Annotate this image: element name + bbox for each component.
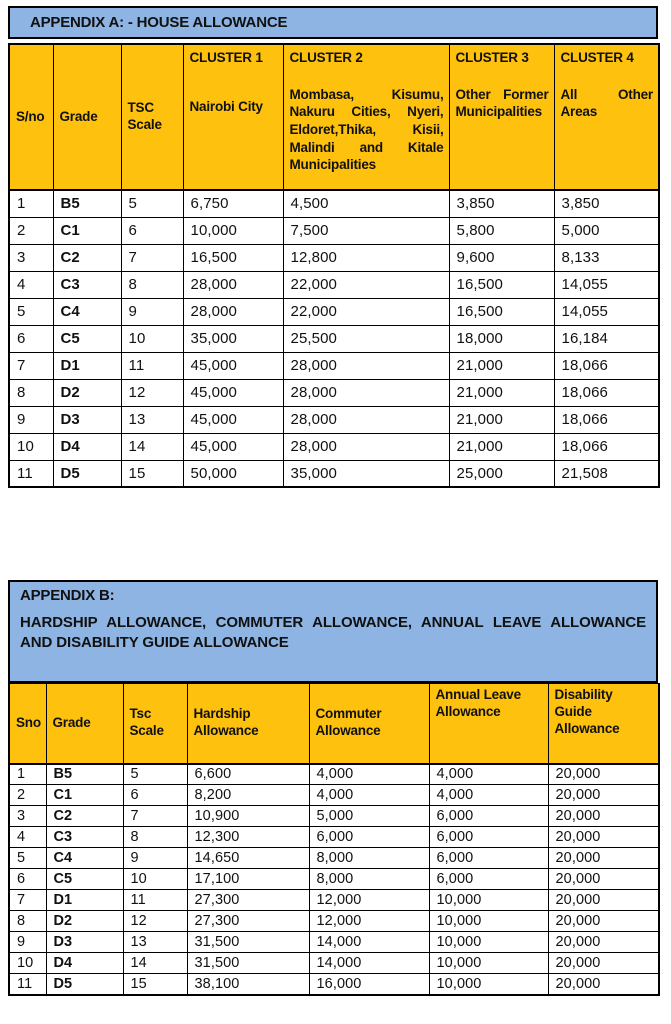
cluster4-title: CLUSTER 4 <box>560 50 634 65</box>
cell-commuter: 14,000 <box>309 932 429 953</box>
cell-sno: 3 <box>9 806 46 827</box>
cell-tsc-scale: 14 <box>123 953 187 974</box>
cell-hardship: 6,600 <box>187 764 309 785</box>
cell-tsc-scale: 7 <box>123 806 187 827</box>
cell-tsc-scale: 15 <box>123 974 187 995</box>
cell-cluster4: 18,066 <box>554 433 659 460</box>
header-hardship <box>187 684 309 764</box>
cell-cluster4: 18,066 <box>554 352 659 379</box>
other-allowances-table-header <box>9 684 659 764</box>
table-row <box>9 932 659 953</box>
cell-cluster4: 18,066 <box>554 406 659 433</box>
cell-annual-leave: 4,000 <box>429 764 548 785</box>
cell-sno: 7 <box>9 352 53 379</box>
header-grade: Grade <box>53 44 121 190</box>
cell-cluster1: 28,000 <box>183 298 283 325</box>
cell-grade: D4 <box>46 953 123 974</box>
cell-annual-leave: 10,000 <box>429 974 548 995</box>
cell-cluster3: 9,600 <box>449 244 554 271</box>
cell-tsc-scale: 5 <box>123 764 187 785</box>
header-sno: S/no <box>9 44 53 190</box>
cell-annual-leave: 4,000 <box>429 785 548 806</box>
cell-tsc-scale: 6 <box>123 785 187 806</box>
cell-annual-leave: 10,000 <box>429 953 548 974</box>
table-row <box>9 827 659 848</box>
cell-grade: C4 <box>53 298 121 325</box>
disability-label: Disability Guide Allowance <box>554 687 620 736</box>
other-allowances-table <box>8 683 660 996</box>
cell-cluster3: 5,800 <box>449 217 554 244</box>
cell-commuter: 4,000 <box>309 764 429 785</box>
table-row <box>9 271 659 298</box>
cluster3-title: CLUSTER 3 <box>455 50 529 65</box>
cell-tsc-scale: 15 <box>121 460 183 487</box>
cell-commuter: 16,000 <box>309 974 429 995</box>
appendix-b-title-band <box>8 580 658 683</box>
header-grade: Grade <box>46 684 123 764</box>
cell-tsc-scale: 6 <box>121 217 183 244</box>
cell-tsc-scale: 11 <box>121 352 183 379</box>
table-row <box>9 244 659 271</box>
cell-tsc-scale: 10 <box>121 325 183 352</box>
cell-tsc-scale: 14 <box>121 433 183 460</box>
cell-disability: 20,000 <box>548 848 659 869</box>
cell-tsc-scale: 10 <box>123 869 187 890</box>
cell-cluster1: 50,000 <box>183 460 283 487</box>
cell-sno: 11 <box>9 974 46 995</box>
cell-tsc-scale: 5 <box>121 190 183 217</box>
header-tsc-scale <box>123 684 187 764</box>
cell-cluster3: 16,500 <box>449 271 554 298</box>
cell-grade: C4 <box>46 848 123 869</box>
cell-cluster3: 25,000 <box>449 460 554 487</box>
cell-cluster3: 21,000 <box>449 379 554 406</box>
cell-tsc-scale: 8 <box>123 827 187 848</box>
cell-grade: B5 <box>53 190 121 217</box>
cell-cluster4: 14,055 <box>554 298 659 325</box>
cell-cluster4: 16,184 <box>554 325 659 352</box>
cell-commuter: 5,000 <box>309 806 429 827</box>
cell-commuter: 4,000 <box>309 785 429 806</box>
cell-cluster2: 4,500 <box>283 190 449 217</box>
cell-annual-leave: 10,000 <box>429 932 548 953</box>
cell-sno: 2 <box>9 217 53 244</box>
table-row <box>9 298 659 325</box>
annual-leave-label: Annual Leave Allowance <box>435 687 521 719</box>
cell-annual-leave: 6,000 <box>429 848 548 869</box>
cell-grade: B5 <box>46 764 123 785</box>
cell-cluster1: 6,750 <box>183 190 283 217</box>
cell-commuter: 8,000 <box>309 869 429 890</box>
table-row <box>9 974 659 995</box>
table-row <box>9 764 659 785</box>
cell-cluster2: 28,000 <box>283 379 449 406</box>
cell-sno: 4 <box>9 827 46 848</box>
cell-disability: 20,000 <box>548 806 659 827</box>
cell-disability: 20,000 <box>548 953 659 974</box>
cell-sno: 7 <box>9 890 46 911</box>
cell-grade: D3 <box>53 406 121 433</box>
header-annual-leave <box>429 684 548 764</box>
cell-cluster1: 35,000 <box>183 325 283 352</box>
cell-sno: 9 <box>9 932 46 953</box>
table-row <box>9 433 659 460</box>
cell-grade: C2 <box>53 244 121 271</box>
cell-grade: D1 <box>46 890 123 911</box>
cluster1-title: CLUSTER 1 <box>189 50 263 65</box>
cell-cluster2: 28,000 <box>283 352 449 379</box>
cell-commuter: 6,000 <box>309 827 429 848</box>
tsc-scale-label: Tsc Scale <box>129 706 164 739</box>
appendix-b-title: APPENDIX B: <box>20 587 115 604</box>
table-row <box>9 890 659 911</box>
cell-annual-leave: 10,000 <box>429 890 548 911</box>
cell-sno: 4 <box>9 271 53 298</box>
cell-disability: 20,000 <box>548 890 659 911</box>
cell-tsc-scale: 11 <box>123 890 187 911</box>
cell-cluster4: 5,000 <box>554 217 659 244</box>
cluster4-subtitle: All Other Areas <box>560 86 653 120</box>
cell-sno: 5 <box>9 298 53 325</box>
cell-cluster1: 45,000 <box>183 433 283 460</box>
cell-cluster2: 28,000 <box>283 406 449 433</box>
cell-grade: D3 <box>46 932 123 953</box>
cell-grade: C1 <box>53 217 121 244</box>
cell-sno: 5 <box>9 848 46 869</box>
cell-cluster1: 45,000 <box>183 352 283 379</box>
table-row <box>9 953 659 974</box>
cell-disability: 20,000 <box>548 827 659 848</box>
cell-sno: 1 <box>9 190 53 217</box>
cell-cluster4: 14,055 <box>554 271 659 298</box>
cell-sno: 11 <box>9 460 53 487</box>
cell-disability: 20,000 <box>548 974 659 995</box>
house-allowance-table <box>8 43 660 488</box>
cluster3-subtitle: Other Former Municipalities <box>455 86 549 120</box>
cell-tsc-scale: 12 <box>123 911 187 932</box>
cell-annual-leave: 10,000 <box>429 911 548 932</box>
appendix-b-subtitle: HARDSHIP ALLOWANCE, COMMUTER ALLOWANCE, ANNUAL LEAVE ALLOWANCE AND DISABILITY GUIDE ALLOWANCE <box>20 614 646 652</box>
cell-cluster2: 35,000 <box>283 460 449 487</box>
cell-disability: 20,000 <box>548 932 659 953</box>
cell-grade: D5 <box>53 460 121 487</box>
header-sno: Sno <box>9 684 46 764</box>
cell-hardship: 27,300 <box>187 911 309 932</box>
cell-tsc-scale: 9 <box>121 298 183 325</box>
cell-cluster1: 45,000 <box>183 406 283 433</box>
table-row <box>9 217 659 244</box>
cell-disability: 20,000 <box>548 764 659 785</box>
cell-sno: 9 <box>9 406 53 433</box>
cell-cluster1: 28,000 <box>183 271 283 298</box>
cell-tsc-scale: 8 <box>121 271 183 298</box>
cell-cluster3: 18,000 <box>449 325 554 352</box>
cell-cluster3: 16,500 <box>449 298 554 325</box>
cell-grade: C1 <box>46 785 123 806</box>
cell-tsc-scale: 13 <box>123 932 187 953</box>
cell-sno: 8 <box>9 379 53 406</box>
cell-disability: 20,000 <box>548 785 659 806</box>
header-commuter <box>309 684 429 764</box>
table-row <box>9 325 659 352</box>
cell-sno: 3 <box>9 244 53 271</box>
header-cluster2 <box>283 44 449 190</box>
cell-grade: D2 <box>53 379 121 406</box>
table-row <box>9 911 659 932</box>
cell-hardship: 10,900 <box>187 806 309 827</box>
cell-cluster2: 28,000 <box>283 433 449 460</box>
header-cluster1 <box>183 44 283 190</box>
hardship-label: Hardship Allowance <box>193 706 259 739</box>
cell-cluster3: 21,000 <box>449 352 554 379</box>
cell-cluster2: 22,000 <box>283 271 449 298</box>
cell-sno: 6 <box>9 325 53 352</box>
cell-hardship: 8,200 <box>187 785 309 806</box>
cell-disability: 20,000 <box>548 911 659 932</box>
table-row <box>9 848 659 869</box>
cell-cluster4: 21,508 <box>554 460 659 487</box>
cell-cluster4: 8,133 <box>554 244 659 271</box>
cell-cluster3: 21,000 <box>449 406 554 433</box>
cell-sno: 6 <box>9 869 46 890</box>
cell-grade: C3 <box>53 271 121 298</box>
cell-annual-leave: 6,000 <box>429 806 548 827</box>
header-cluster4 <box>554 44 659 190</box>
cell-cluster3: 21,000 <box>449 433 554 460</box>
cell-commuter: 8,000 <box>309 848 429 869</box>
cell-grade: C5 <box>53 325 121 352</box>
header-cluster3 <box>449 44 554 190</box>
cell-grade: C5 <box>46 869 123 890</box>
cell-grade: D5 <box>46 974 123 995</box>
cell-grade: D1 <box>53 352 121 379</box>
cell-cluster2: 7,500 <box>283 217 449 244</box>
cell-grade: D4 <box>53 433 121 460</box>
cell-disability: 20,000 <box>548 869 659 890</box>
cell-sno: 10 <box>9 953 46 974</box>
cell-grade: C2 <box>46 806 123 827</box>
cell-commuter: 14,000 <box>309 953 429 974</box>
cell-tsc-scale: 13 <box>121 406 183 433</box>
appendix-a-title: APPENDIX A: - HOUSE ALLOWANCE <box>30 14 288 31</box>
cell-hardship: 14,650 <box>187 848 309 869</box>
table-row <box>9 460 659 487</box>
table-row <box>9 379 659 406</box>
header-disability <box>548 684 659 764</box>
cell-commuter: 12,000 <box>309 911 429 932</box>
cluster1-subtitle: Nairobi City <box>189 98 263 114</box>
cell-cluster4: 18,066 <box>554 379 659 406</box>
house-allowance-table-body <box>9 190 659 487</box>
cell-cluster2: 22,000 <box>283 298 449 325</box>
cell-tsc-scale: 7 <box>121 244 183 271</box>
commuter-label: Commuter Allowance <box>315 706 382 739</box>
cell-cluster1: 10,000 <box>183 217 283 244</box>
table-row <box>9 406 659 433</box>
cell-cluster3: 3,850 <box>449 190 554 217</box>
cell-sno: 1 <box>9 764 46 785</box>
cell-commuter: 12,000 <box>309 890 429 911</box>
cell-grade: C3 <box>46 827 123 848</box>
cell-cluster4: 3,850 <box>554 190 659 217</box>
cell-hardship: 38,100 <box>187 974 309 995</box>
table-row <box>9 806 659 827</box>
cell-hardship: 31,500 <box>187 932 309 953</box>
cell-tsc-scale: 9 <box>123 848 187 869</box>
cell-hardship: 31,500 <box>187 953 309 974</box>
table-row <box>9 352 659 379</box>
cell-grade: D2 <box>46 911 123 932</box>
cell-sno: 10 <box>9 433 53 460</box>
cell-hardship: 27,300 <box>187 890 309 911</box>
cluster2-subtitle: Mombasa, Kisumu, Nakuru Cities, Nyeri, Eldoret,Thika, Kisii, Malindi and Kitale Municipalities <box>289 86 444 173</box>
cell-cluster1: 16,500 <box>183 244 283 271</box>
cell-hardship: 12,300 <box>187 827 309 848</box>
table-row <box>9 869 659 890</box>
house-allowance-table-header <box>9 44 659 190</box>
appendix-a-title-band <box>8 6 658 39</box>
table-row <box>9 190 659 217</box>
cell-annual-leave: 6,000 <box>429 869 548 890</box>
cell-sno: 8 <box>9 911 46 932</box>
cell-cluster1: 45,000 <box>183 379 283 406</box>
cell-annual-leave: 6,000 <box>429 827 548 848</box>
header-tsc-scale: TSC Scale <box>121 44 183 190</box>
cell-cluster2: 12,800 <box>283 244 449 271</box>
cell-sno: 2 <box>9 785 46 806</box>
cluster2-title: CLUSTER 2 <box>289 50 363 65</box>
cell-cluster2: 25,500 <box>283 325 449 352</box>
cell-hardship: 17,100 <box>187 869 309 890</box>
table-row <box>9 785 659 806</box>
other-allowances-table-body <box>9 764 659 995</box>
cell-tsc-scale: 12 <box>121 379 183 406</box>
